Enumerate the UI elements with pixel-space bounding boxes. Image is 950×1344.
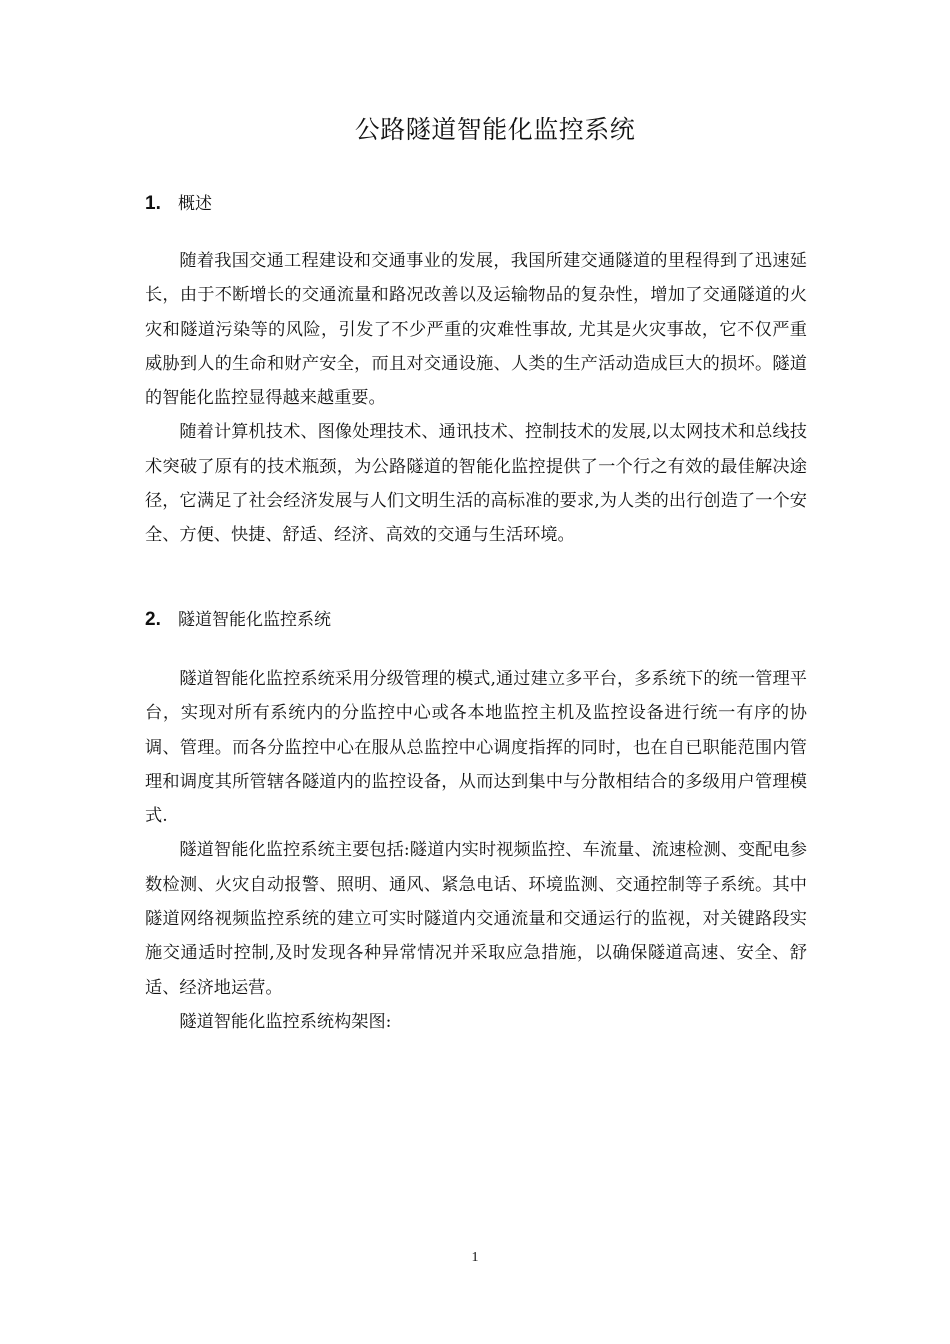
paragraph: 隧道智能化监控系统主要包括:隧道内实时视频监控、车流量、流速检测、变配电参数检测、火灾自动报警、照明、通风、紧急电话、环境监测、交通控制等子系统。其中隧道网络视频监控系统的建立可实时隧道内交通流量和交通运行的监视，对关键路段实施交通适时控制,及时发现各种异常情况并采取应急措施，以确保隧道高速、安全、舒适、经济地运营。 [145, 840, 807, 998]
section-heading-overview [145, 192, 212, 216]
document-title: 公路隧道智能化监控系统 [354, 115, 636, 144]
page-number: 1 [471, 1250, 479, 1265]
section-title: 概述 [178, 194, 212, 214]
paragraph: 隧道智能化监控系统构架图: [179, 1011, 392, 1032]
section-body-monitoring-system [145, 662, 807, 1039]
section-number: 2. [145, 609, 161, 630]
paragraph: 隧道智能化监控系统采用分级管理的模式,通过建立多平台，多系统下的统一管理平台，实现对所有系统内的分监控中心或各本地监控主机及监控设备进行统一有序的协调、管理。而各分监控中心在服从总监控中心调度指挥的同时，也在自已职能范围内管理和调度其所管辖各隧道内的监控设备，从而达到集中与分散相结合的多级用户管理模式. [145, 669, 807, 827]
section-title: 隧道智能化监控系统 [178, 610, 331, 630]
section-number: 1. [145, 193, 161, 214]
section-heading-monitoring-system [145, 608, 331, 632]
paragraph: 随着计算机技术、图像处理技术、通讯技术、控制技术的发展,以太网技术和总线技术突破了原有的技术瓶颈，为公路隧道的智能化监控提供了一个行之有效的最佳解决途径，它满足了社会经济发展与人们文明生活的高标准的要求,为人类的出行创造了一个安全、方便、快捷、舒适、经济、高效的交通与生活环境。 [145, 422, 807, 546]
section-body-overview [145, 244, 807, 553]
paragraph: 随着我国交通工程建设和交通事业的发展，我国所建交通隧道的里程得到了迅速延长，由于不断增长的交通流量和路况改善以及运输物品的复杂性，增加了交通隧道的火灾和隧道污染等的风险，引发了不少严重的灾难性事故, 尤其是火灾事故，它不仅严重威胁到人的生命和财产安全，而且对交通设施、人类的生产活动造成巨大的损坏。隧道的智能化监控显得越来越重要。 [145, 251, 807, 409]
